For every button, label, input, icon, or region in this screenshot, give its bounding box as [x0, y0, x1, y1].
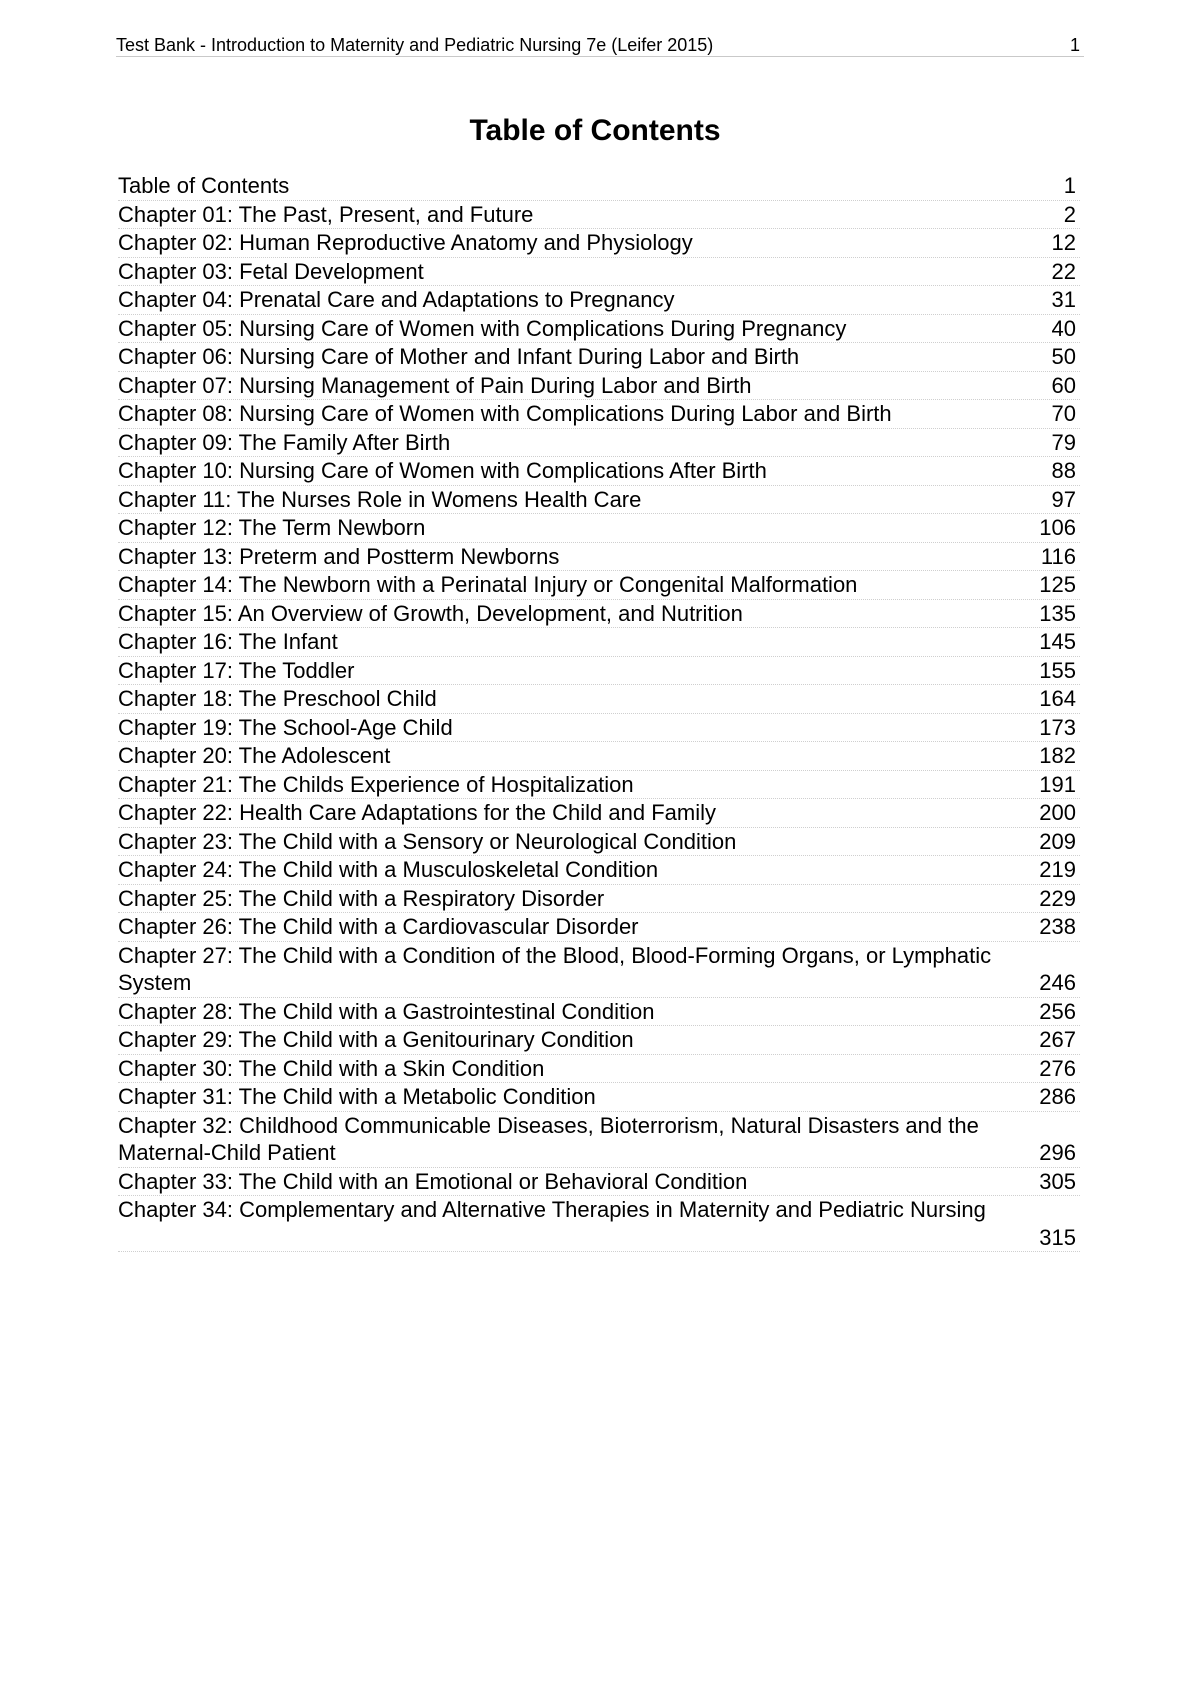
toc-entry-title: Chapter 20: The Adolescent — [118, 743, 391, 768]
toc-entry-title: Chapter 33: The Child with an Emotional or Behavioral Condition — [118, 1168, 748, 1194]
toc-entry-title: Chapter 16: The Infant — [118, 629, 338, 654]
toc-entry-page: 22 — [1051, 258, 1076, 284]
toc-entry-page: 229 — [1039, 885, 1076, 911]
toc-entry[interactable] — [118, 1168, 1080, 1197]
toc-entry-title: Chapter 13: Preterm and Postterm Newborns — [118, 543, 560, 569]
toc-entry-title: Chapter 27: The Child with a Condition of the Blood, Blood-Forming Organs, or Lymphatic System — [118, 942, 992, 995]
toc-entry-page: 209 — [1039, 828, 1076, 854]
toc-entry[interactable] — [118, 1196, 1080, 1252]
toc-entry[interactable] — [118, 913, 1080, 942]
toc-entry-page: 315 — [1039, 1224, 1076, 1250]
toc-entry-title: Chapter 32: Childhood Communicable Diseases, Bioterrorism, Natural Disasters and the Maternal-Child Patient — [118, 1112, 979, 1165]
toc-entry[interactable] — [118, 343, 1080, 372]
toc-entry[interactable] — [118, 799, 1080, 828]
toc-entry-title: Chapter 25: The Child with a Respiratory Disorder — [118, 885, 605, 911]
running-header — [116, 34, 1084, 57]
toc-entry-page: 246 — [1039, 970, 1076, 995]
toc-entry-title: Chapter 17: The Toddler — [118, 657, 355, 683]
toc-entry-title: Chapter 34: Complementary and Alternative Therapies in Maternity and Pediatric Nursing — [118, 1197, 986, 1222]
toc-entry-page: 256 — [1039, 998, 1076, 1024]
toc-entry-title: Chapter 06: Nursing Care of Mother and Infant During Labor and Birth — [118, 344, 800, 369]
toc-entry[interactable] — [118, 685, 1080, 714]
toc-entry[interactable] — [118, 657, 1080, 686]
toc-entry-title: Chapter 15: An Overview of Growth, Development, and Nutrition — [118, 600, 743, 626]
toc-entry-title: Chapter 19: The School-Age Child — [118, 714, 453, 740]
toc-entry[interactable] — [118, 372, 1080, 401]
toc-entry-page: 238 — [1039, 914, 1076, 939]
toc-entry-page: 1 — [1063, 173, 1076, 198]
toc-entry-page: 88 — [1051, 458, 1076, 483]
toc-entry-title: Chapter 30: The Child with a Skin Condition — [118, 1055, 545, 1081]
toc-entry-title: Chapter 09: The Family After Birth — [118, 429, 451, 455]
toc-entry-title: Chapter 08: Nursing Care of Women with Complications During Labor and Birth — [118, 401, 892, 426]
toc-entry-page: 155 — [1039, 657, 1076, 683]
toc-entry-page: 106 — [1039, 515, 1076, 540]
toc-entry-page: 219 — [1039, 857, 1076, 882]
toc-entry-page: 173 — [1039, 714, 1076, 740]
toc-entry[interactable] — [118, 828, 1080, 857]
toc-entry[interactable] — [118, 856, 1080, 885]
toc-entry-title: Chapter 01: The Past, Present, and Future — [118, 201, 534, 227]
toc-entry[interactable] — [118, 514, 1080, 543]
toc-entry-page: 60 — [1051, 372, 1076, 398]
toc-entry[interactable] — [118, 201, 1080, 230]
toc-entry-page: 31 — [1051, 287, 1076, 312]
toc-entry-title: Chapter 28: The Child with a Gastrointestinal Condition — [118, 998, 655, 1024]
toc-entry-page: 116 — [1040, 543, 1076, 569]
toc-entry-page: 125 — [1039, 572, 1076, 597]
toc-entry-title: Chapter 26: The Child with a Cardiovascular Disorder — [118, 914, 639, 939]
toc-entry[interactable] — [118, 486, 1080, 515]
toc-entry-title: Chapter 24: The Child with a Musculoskeletal Condition — [118, 857, 659, 882]
header-title: Test Bank - Introduction to Maternity and Pediatric Nursing 7e (Leifer 2015) — [116, 35, 714, 55]
toc-entry[interactable] — [118, 543, 1080, 572]
toc-entry-title: Chapter 03: Fetal Development — [118, 258, 424, 284]
toc-entry[interactable] — [118, 429, 1080, 458]
toc-entry[interactable] — [118, 1083, 1080, 1112]
toc-entry-page: 97 — [1051, 486, 1076, 512]
toc-entry-page: 267 — [1039, 1027, 1076, 1052]
header-page-number: 1 — [1069, 35, 1080, 55]
toc-entry-title: Chapter 12: The Term Newborn — [118, 515, 426, 540]
table-of-contents — [118, 172, 1080, 1252]
toc-entry-title: Chapter 05: Nursing Care of Women with Complications During Pregnancy — [118, 315, 847, 341]
toc-entry[interactable] — [118, 229, 1080, 258]
toc-entry-page: 12 — [1051, 230, 1076, 255]
toc-entry-page: 40 — [1051, 315, 1076, 341]
toc-entry-page: 2 — [1063, 201, 1076, 227]
page-title: Table of Contents — [469, 114, 721, 147]
toc-entry[interactable] — [118, 172, 1080, 201]
toc-entry-title: Chapter 23: The Child with a Sensory or Neurological Condition — [118, 828, 737, 854]
toc-entry-page: 182 — [1039, 743, 1076, 768]
toc-entry[interactable] — [118, 315, 1080, 344]
toc-entry-page: 296 — [1039, 1140, 1076, 1165]
toc-entry-page: 79 — [1051, 429, 1076, 455]
toc-entry-page: 145 — [1039, 629, 1076, 654]
toc-entry[interactable] — [118, 885, 1080, 914]
toc-entry-page: 191 — [1039, 771, 1076, 797]
toc-entry-page: 70 — [1051, 401, 1076, 426]
toc-entry[interactable] — [118, 998, 1080, 1027]
toc-entry[interactable] — [118, 457, 1080, 486]
toc-entry-page: 286 — [1039, 1084, 1076, 1109]
toc-entry-title: Chapter 14: The Newborn with a Perinatal Injury or Congenital Malformation — [118, 572, 858, 597]
toc-entry[interactable] — [118, 1055, 1080, 1084]
toc-entry-page: 164 — [1039, 686, 1076, 711]
toc-entry-page: 276 — [1039, 1055, 1076, 1081]
toc-entry[interactable] — [118, 571, 1080, 600]
toc-entry[interactable] — [118, 600, 1080, 629]
toc-entry-title: Chapter 22: Health Care Adaptations for the Child and Family — [118, 800, 716, 825]
toc-entry-page: 50 — [1051, 344, 1076, 369]
toc-entry[interactable] — [118, 1112, 1080, 1168]
toc-entry-title: Chapter 18: The Preschool Child — [118, 686, 437, 711]
toc-entry-title: Chapter 21: The Childs Experience of Hospitalization — [118, 771, 634, 797]
toc-entry-page: 135 — [1039, 600, 1076, 626]
toc-entry-title: Chapter 10: Nursing Care of Women with Complications After Birth — [118, 458, 767, 483]
toc-entry-page: 305 — [1039, 1168, 1076, 1194]
toc-entry[interactable] — [118, 742, 1080, 771]
toc-entry-title: Chapter 11: The Nurses Role in Womens Health Care — [118, 486, 642, 512]
toc-entry-title: Chapter 31: The Child with a Metabolic Condition — [118, 1084, 596, 1109]
toc-entry-title: Chapter 07: Nursing Management of Pain During Labor and Birth — [118, 372, 752, 398]
toc-entry[interactable] — [118, 400, 1080, 429]
toc-entry-title: Table of Contents — [118, 173, 290, 198]
toc-entry[interactable] — [118, 628, 1080, 657]
toc-entry-page: 200 — [1039, 800, 1076, 825]
toc-entry[interactable] — [118, 714, 1080, 743]
toc-entry[interactable] — [118, 258, 1080, 287]
toc-entry[interactable] — [118, 1026, 1080, 1055]
toc-entry[interactable] — [118, 286, 1080, 315]
toc-entry[interactable] — [118, 942, 1080, 998]
toc-entry[interactable] — [118, 771, 1080, 800]
toc-entry-title: Chapter 02: Human Reproductive Anatomy and Physiology — [118, 230, 693, 255]
toc-entry-title: Chapter 29: The Child with a Genitourinary Condition — [118, 1027, 634, 1052]
toc-entry-title: Chapter 04: Prenatal Care and Adaptations to Pregnancy — [118, 287, 675, 312]
